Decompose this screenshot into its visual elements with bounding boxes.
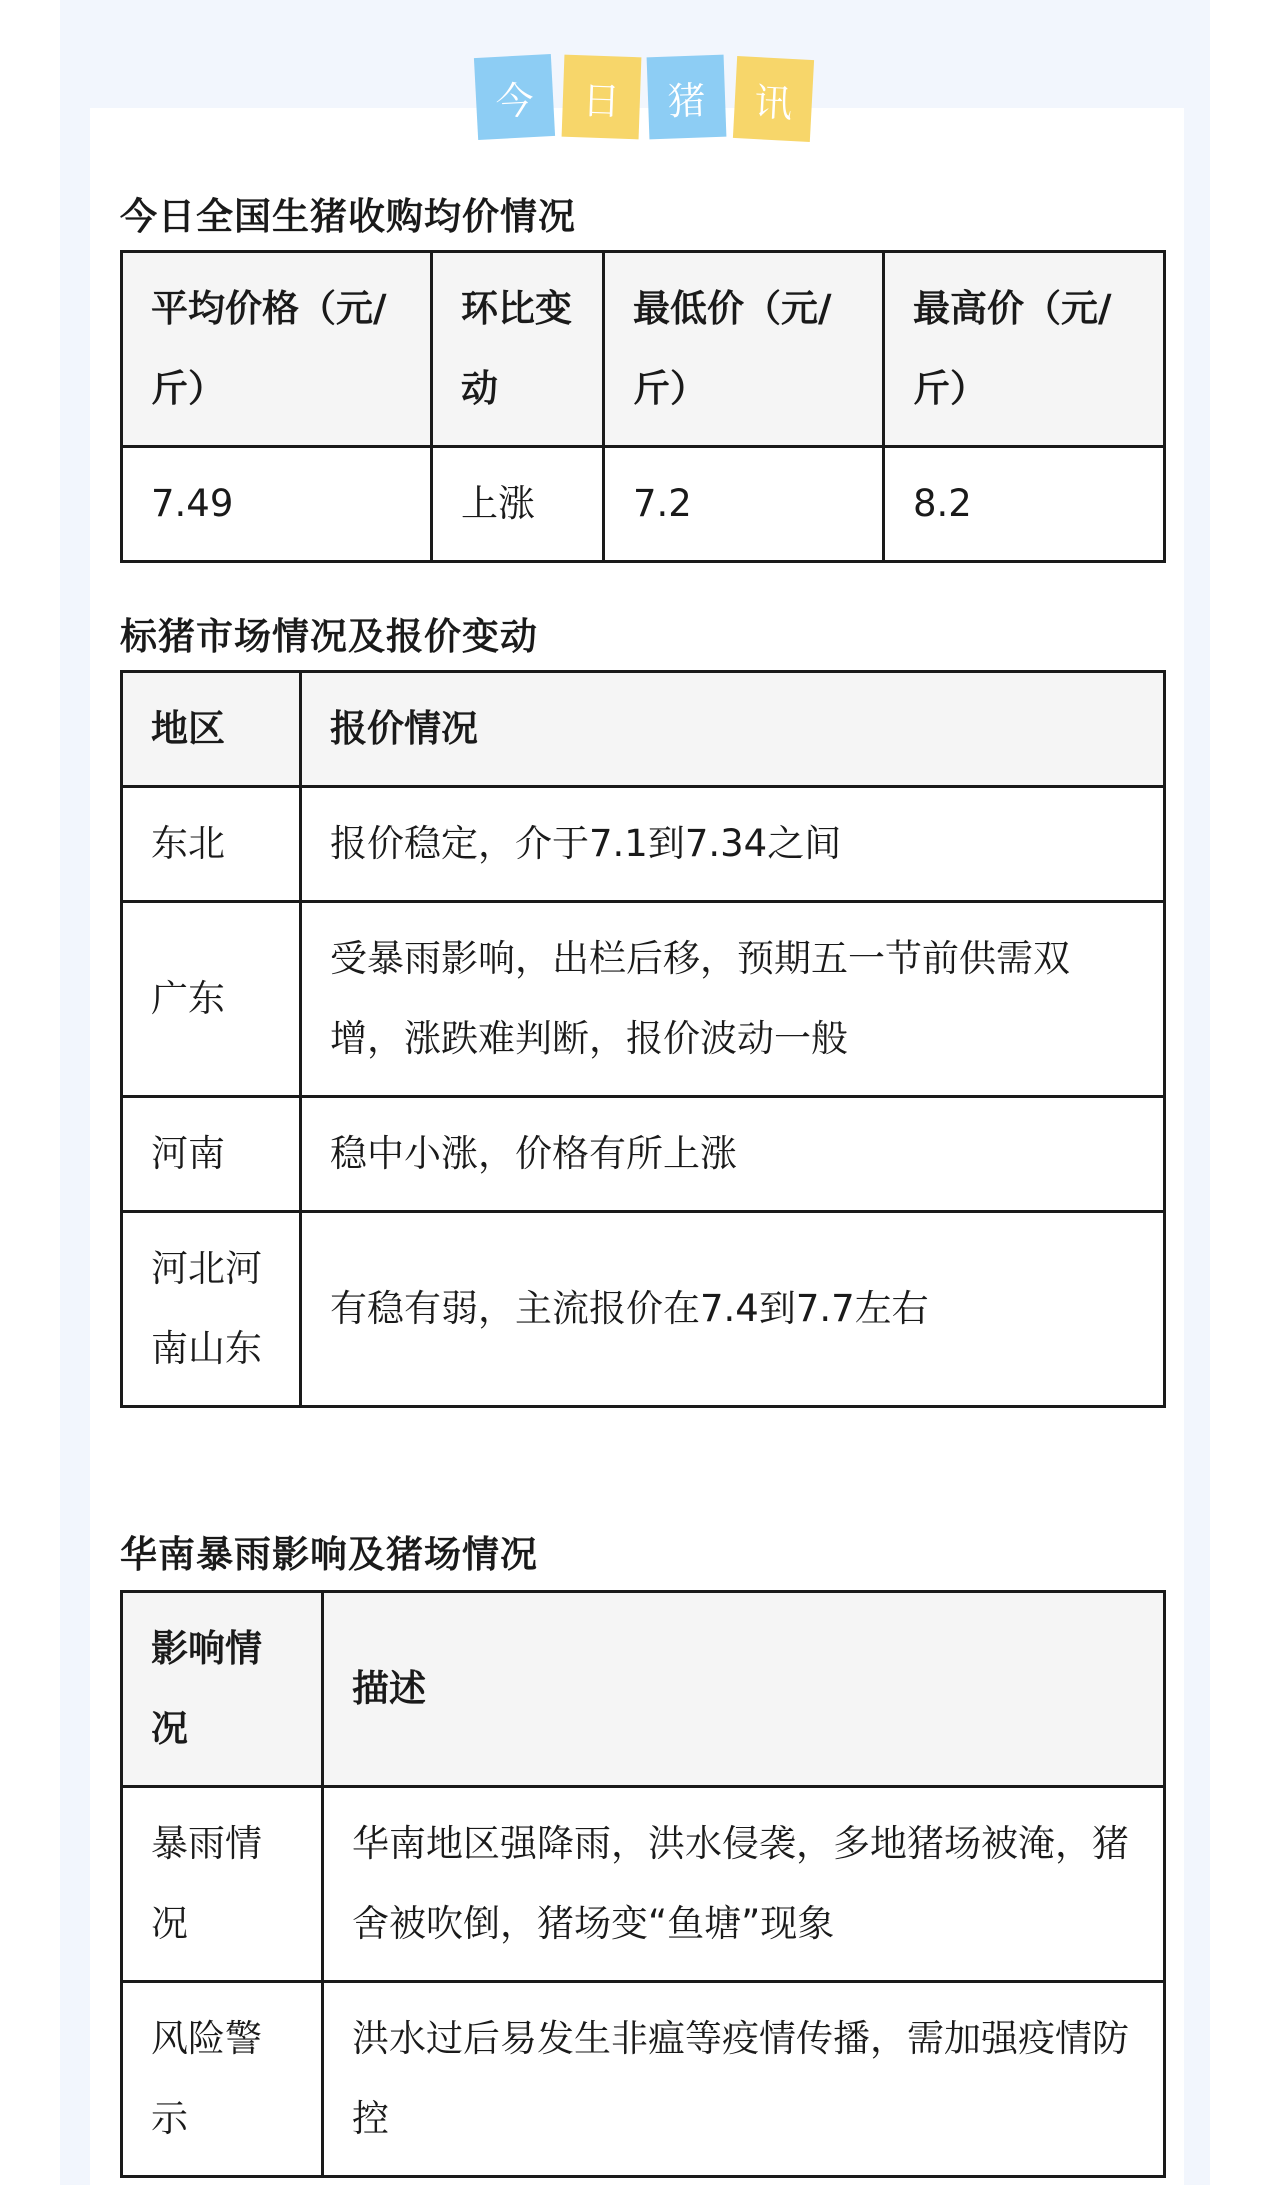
header-avg-price: 平均价格（元/斤） xyxy=(122,252,432,447)
header-description: 描述 xyxy=(323,1592,1165,1787)
quote-cell: 有稳有弱，主流报价在7.4到7.7左右 xyxy=(301,1212,1165,1407)
header-region: 地区 xyxy=(122,672,301,787)
description-cell: 华南地区强降雨，洪水侵袭，多地猪场被淹，猪舍被吹倒，猪场变“鱼塘”现象 xyxy=(323,1787,1165,1982)
table-header-row xyxy=(122,1592,1165,1787)
section-title-market: 标猪市场情况及报价变动 xyxy=(120,615,538,658)
region-cell: 河南 xyxy=(122,1097,301,1212)
table-row xyxy=(122,1212,1165,1407)
impact-cell: 风险警示 xyxy=(122,1982,323,2177)
min-price-value: 7.2 xyxy=(604,447,884,562)
table-row xyxy=(122,1097,1165,1212)
change-value: 上涨 xyxy=(432,447,604,562)
max-price-value: 8.2 xyxy=(884,447,1165,562)
header-impact: 影响情况 xyxy=(122,1592,323,1787)
market-table xyxy=(120,670,1166,1408)
quote-cell: 报价稳定，介于7.1到7.34之间 xyxy=(301,787,1165,902)
national-price-table xyxy=(120,250,1166,563)
table-header-row xyxy=(122,252,1165,447)
table-header-row xyxy=(122,672,1165,787)
rain-impact-table xyxy=(120,1590,1166,2178)
header-banner xyxy=(0,0,1270,150)
header-max-price: 最高价（元/斤） xyxy=(884,252,1165,447)
table-row xyxy=(122,1787,1165,1982)
section-title-national-price: 今日全国生猪收购均价情况 xyxy=(120,195,576,238)
avg-price-value: 7.49 xyxy=(122,447,432,562)
region-cell: 东北 xyxy=(122,787,301,902)
header-change: 环比变动 xyxy=(432,252,604,447)
impact-cell: 暴雨情况 xyxy=(122,1787,323,1982)
header-min-price: 最低价（元/斤） xyxy=(604,252,884,447)
quote-cell: 稳中小涨，价格有所上涨 xyxy=(301,1097,1165,1212)
table-row xyxy=(122,447,1165,562)
table-row xyxy=(122,902,1165,1097)
banner-tile-3: 猪 xyxy=(647,55,727,140)
banner-tile-2: 日 xyxy=(562,55,642,140)
quote-cell: 受暴雨影响，出栏后移，预期五一节前供需双增，涨跌难判断，报价波动一般 xyxy=(301,902,1165,1097)
description-cell: 洪水过后易发生非瘟等疫情传播，需加强疫情防控 xyxy=(323,1982,1165,2177)
banner-tile-4: 讯 xyxy=(733,56,814,142)
region-cell: 河北河南山东 xyxy=(122,1212,301,1407)
table-row xyxy=(122,787,1165,902)
table-row xyxy=(122,1982,1165,2177)
header-quote: 报价情况 xyxy=(301,672,1165,787)
banner-tile-1: 今 xyxy=(474,54,555,140)
region-cell: 广东 xyxy=(122,902,301,1097)
section-title-rain-impact: 华南暴雨影响及猪场情况 xyxy=(120,1533,538,1576)
